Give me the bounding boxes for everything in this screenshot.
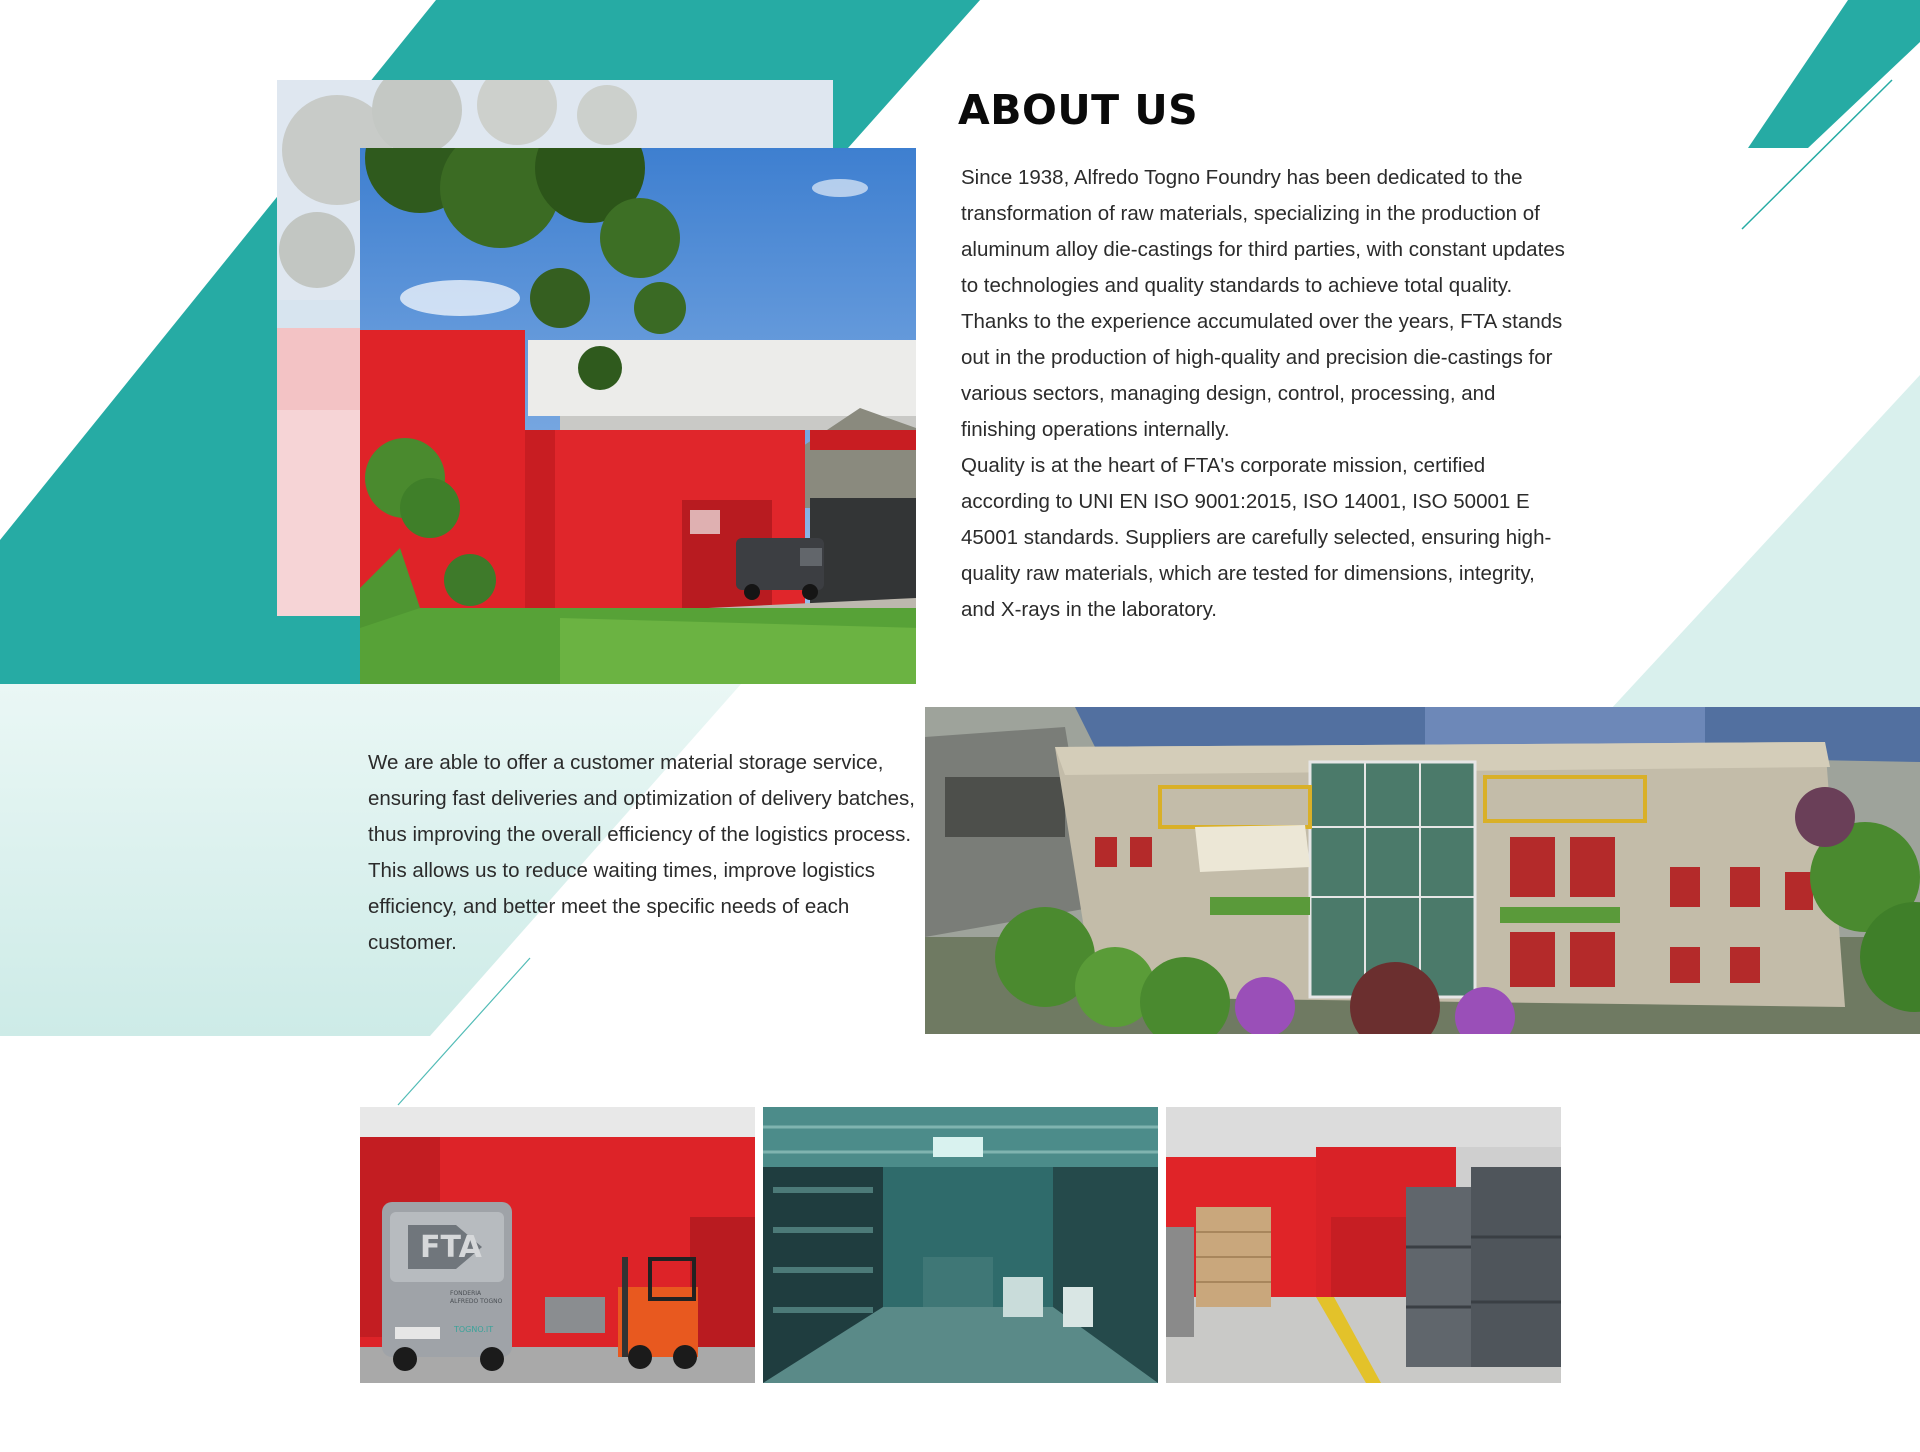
gallery-photo-van-forklift[interactable] [360, 1107, 755, 1383]
storage-service-paragraph: We are able to offer a customer material storage service, ensuring fast deliveries and optimization of delivery batches, thus improving the overall efficiency of the logistics process. This allows us to reduce waiting times, improve logistics efficiency, and better meet the specific needs of each customer. [368, 751, 915, 954]
office-building-aerial-photo [925, 707, 1920, 1034]
storage-service-text-block [368, 745, 918, 961]
gallery-photo-storage-bay[interactable] [1166, 1107, 1561, 1383]
teal-corner-slash [1748, 0, 1920, 148]
about-paragraph-experience: Thanks to the experience accumulated over the years, FTA stands out in the production of high-quality and precision die-castings for various sectors, managing design, control, processing, and finishing operations internally. [961, 310, 1563, 441]
van-logo-line1: FONDERIA [450, 1290, 482, 1297]
about-paragraph-history: Since 1938, Alfredo Togno Foundry has been dedicated to the transformation of raw materials, specializing in the production of aluminum alloy die-castings for third parties, with constant updates to technologies and quality standards to achieve total quality. [961, 166, 1565, 297]
van-logo-site: TOGNO.IT [454, 1325, 494, 1334]
gallery-photo-warehouse-interior[interactable] [763, 1107, 1158, 1383]
about-us-body [961, 160, 1571, 628]
mint-wedge-right [1610, 375, 1920, 710]
about-paragraph-quality: Quality is at the heart of FTA's corporate mission, certified according to UNI EN ISO 9001:2015, ISO 14001, ISO 50001 E 45001 standards. Suppliers are carefully selected, ensuring high-quality raw materials, which are tested for dimensions, integrity, and X-rays in the laboratory. [961, 454, 1552, 621]
van-logo-line2: ALFREDO TOGNO [450, 1298, 503, 1305]
factory-entrance-photo [360, 148, 916, 684]
van-logo-brand: FTA [420, 1230, 482, 1265]
about-us-title: ABOUT US [958, 86, 1199, 134]
